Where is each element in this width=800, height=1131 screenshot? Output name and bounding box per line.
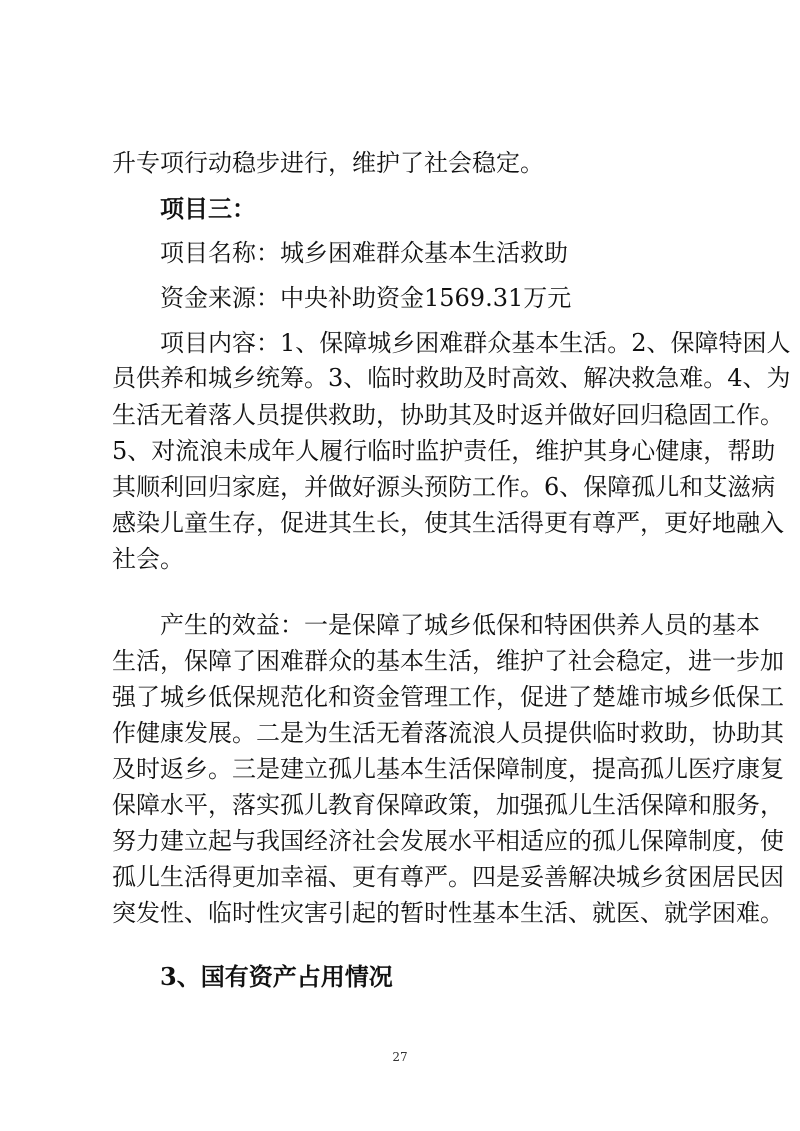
benefits-line-2: 生活，保障了困难群众的基本生活，维护了社会稳定，进一步加 bbox=[112, 647, 784, 675]
project-content-line-2: 员供养和城乡统筹。3、临时救助及时高效、解决救急难。4、为 bbox=[112, 364, 791, 392]
benefits-line-8: 孤儿生活得更加幸福、更有尊严。四是妥善解决城乡贫困居民因 bbox=[112, 863, 784, 891]
project-content-line-3: 生活无着落人员提供救助，协助其及时返并做好回归稳固工作。 bbox=[112, 401, 784, 429]
project-name-line: 项目名称：城乡困难群众基本生活救助 bbox=[160, 239, 568, 267]
project-content-line-6: 感染儿童生存，促进其生长，使其生活得更有尊严，更好地融入 bbox=[112, 509, 784, 537]
project-content-line-1: 项目内容：1、保障城乡困难群众基本生活。2、保障特困人 bbox=[160, 329, 791, 357]
text-line-1: 升专项行动稳步进行，维护了社会稳定。 bbox=[112, 149, 544, 177]
project-content-line-7: 社会。 bbox=[112, 545, 184, 573]
section-heading-project-three: 项目三： bbox=[160, 194, 256, 223]
benefits-line-1: 产生的效益：一是保障了城乡低保和特困供养人员的基本 bbox=[160, 611, 760, 639]
benefits-line-7: 努力建立起与我国经济社会发展水平相适应的孤儿保障制度，使 bbox=[112, 827, 784, 855]
section-heading-state-assets: 3、国有资产占用情况 bbox=[160, 962, 393, 991]
benefits-line-9: 突发性、临时性灾害引起的暂时性基本生活、就医、就学困难。 bbox=[112, 899, 784, 927]
benefits-line-3: 强了城乡低保规范化和资金管理工作，促进了楚雄市城乡低保工 bbox=[112, 683, 784, 711]
page-number: 27 bbox=[392, 1050, 408, 1064]
benefits-line-6: 保障水平，落实孤儿教育保障政策，加强孤儿生活保障和服务， bbox=[112, 791, 784, 819]
benefits-line-5: 及时返乡。三是建立孤儿基本生活保障制度，提高孤儿医疗康复 bbox=[112, 755, 784, 783]
benefits-line-4: 作健康发展。二是为生活无着落流浪人员提供临时救助，协助其 bbox=[112, 719, 784, 747]
project-content-line-5: 其顺利回归家庭，并做好源头预防工作。6、保障孤儿和艾滋病 bbox=[112, 473, 776, 501]
funding-source-line: 资金来源：中央补助资金1569.31万元 bbox=[160, 284, 572, 312]
project-content-line-4: 5、对流浪未成年人履行临时监护责任，维护其身心健康，帮助 bbox=[112, 437, 776, 465]
